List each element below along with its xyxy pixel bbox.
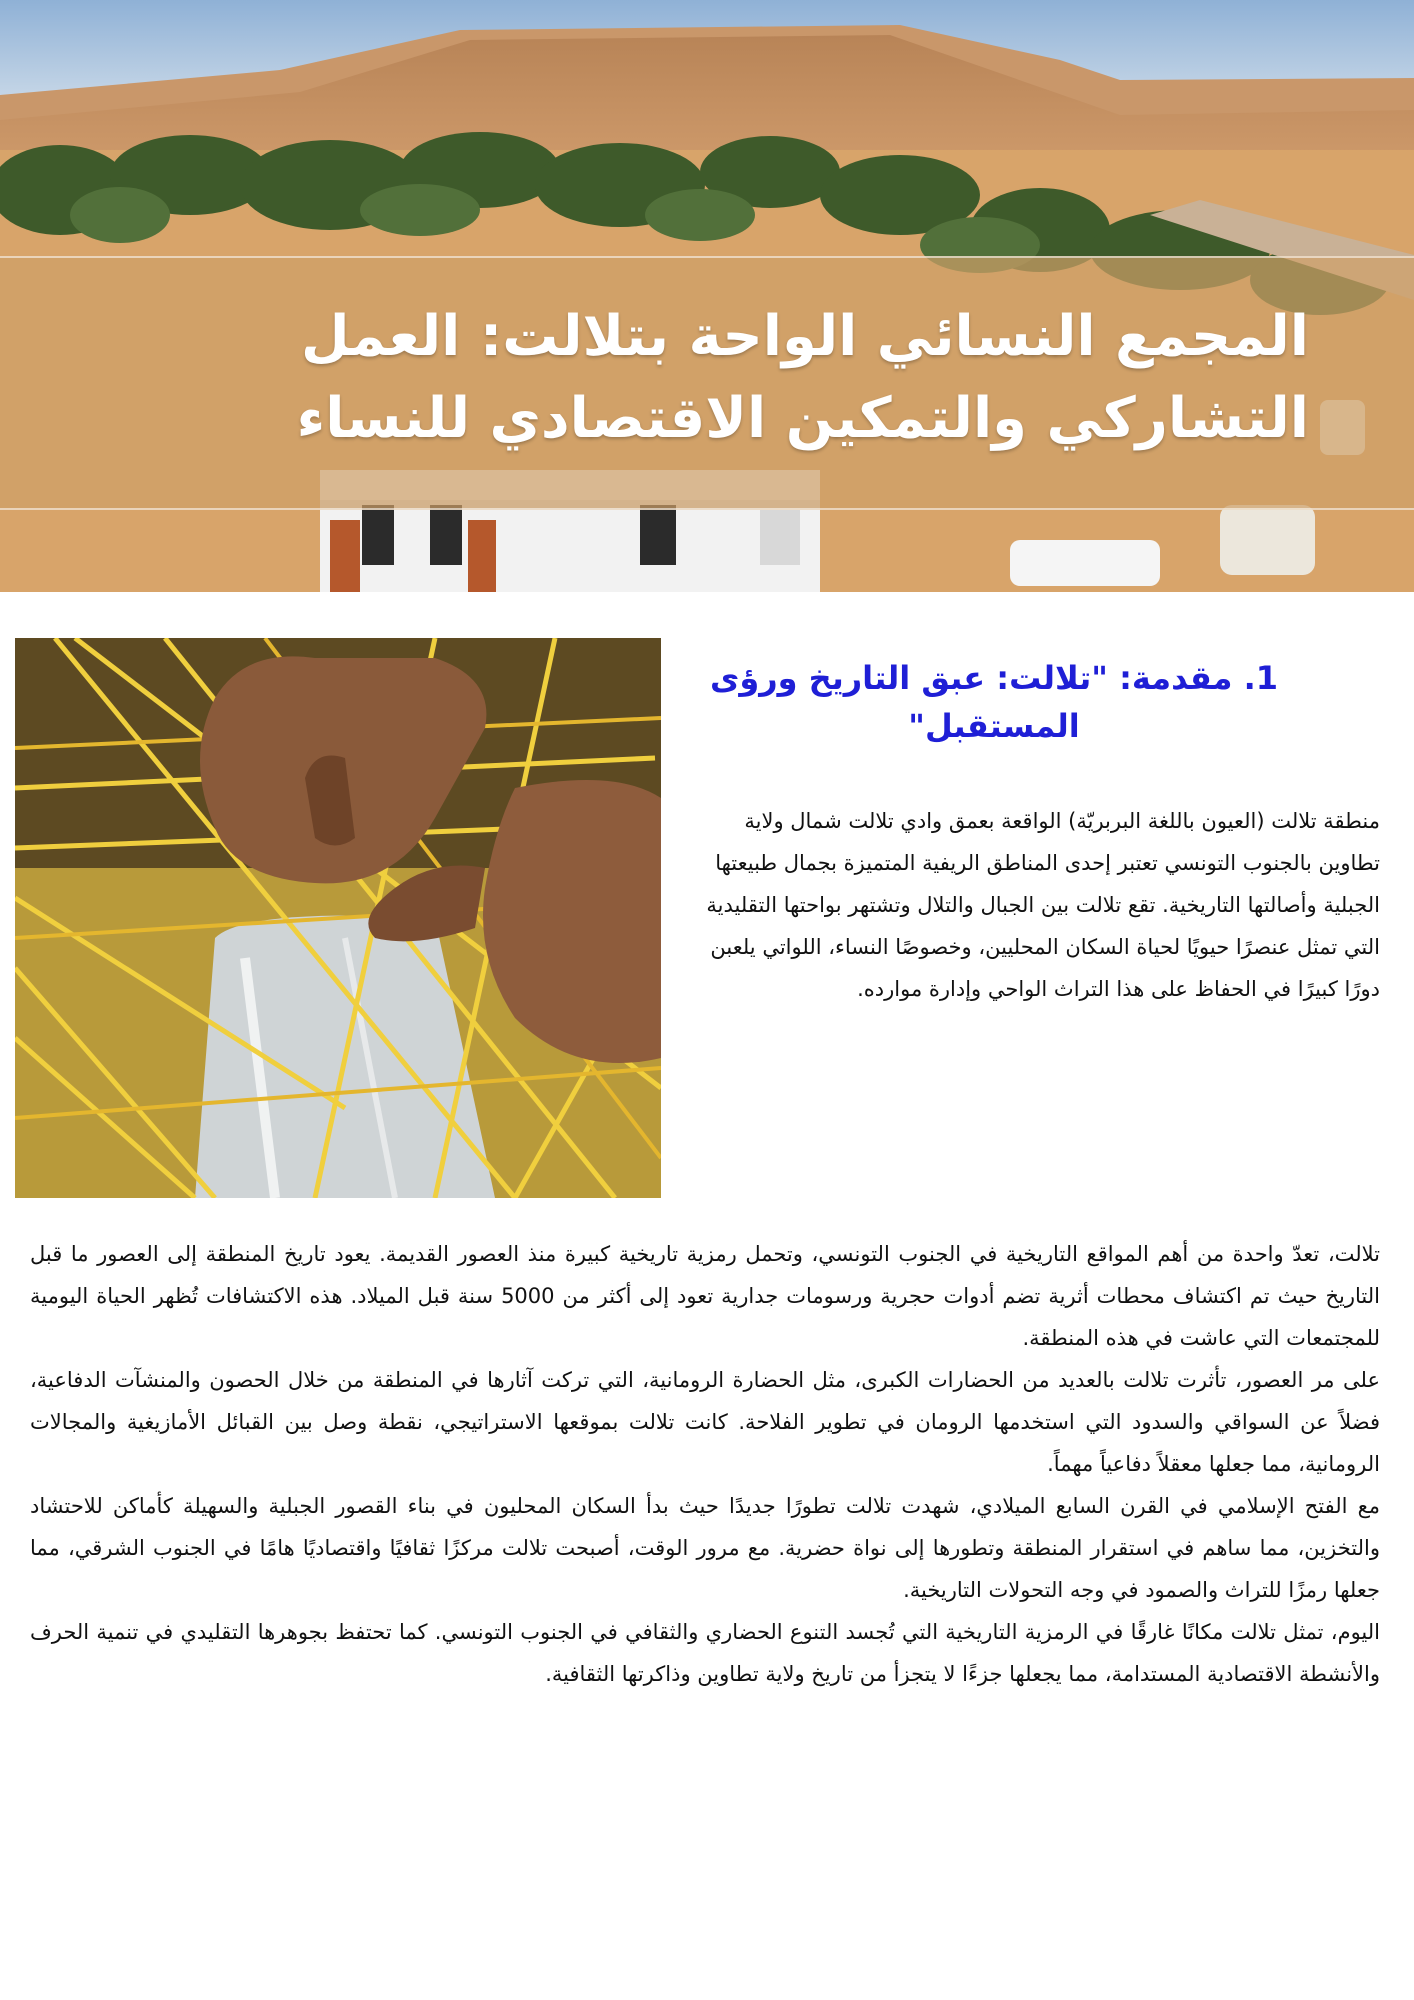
section-heading: 1. مقدمة: "تلالت: عبق التاريخ ورؤى المستقبل" (710, 659, 1278, 745)
body-paragraph-2: على مر العصور، تأثرت تلالت بالعديد من الحضارات الكبرى، مثل الحضارة الرومانية، التي تركت آثارها في المنطقة من خلال الحصون والمنشآت الدفاعية، فضلاً عن السواقي والسدود التي استخدمها الرومان في تطوير الفلاحة. كانت تلالت بموقعها الاستراتيجي، نقطة وصل بين القبائل الأمازيغية والمجالات الرومانية، مما جعلها معقلاً دفاعياً مهماً. (30, 1368, 1380, 1476)
body-paragraph-1: تلالت، تعدّ واحدة من أهم المواقع التاريخية في الجنوب التونسي، وتحمل رمزية تاريخية كبيرة منذ العصور القديمة. يعود تاريخ المنطقة إلى العصور ما قبل التاريخ حيث تم اكتشاف محطات أثرية تضم أدوات حجرية ورسومات جدارية تعود إلى أكثر من 5000 سنة قبل الميلاد. هذه الاكتشافات تُظهر الحياة اليومية للمجتمعات التي عاشت في هذه المنطقة. (30, 1242, 1380, 1350)
basket-weaving-illustration (15, 638, 661, 1198)
intro-paragraph: منطقة تلالت (العيون باللغة البربريّة) الواقعة بعمق وادي تلالت شمال ولاية تطاوين بالجنوب التونسي تعتبر إحدى المناطق الريفية المتميزة بجمال طبيعتها الجبلية وأصالتها التاريخية. تقع تلالت بين الجبال والتلال وتشتهر بواحتها التقليدية التي تمثل عنصرًا حيويًا لحياة السكان المحليين، وخصوصًا النساء، اللواتي يلعبن دورًا كبيرًا في الحفاظ على هذا التراث الواحي وإدارة موارده. (706, 809, 1380, 1001)
page-title-line-2: التشاركي والتمكين الاقتصادي للنساء (296, 386, 1309, 451)
body-paragraph-4: اليوم، تمثل تلالت مكانًا غارقًا في الرمزية التاريخية التي تُجسد التنوع الحضاري والثقافي في الجنوب التونسي. كما تحتفظ بجوهرها التقليدي في تنمية الحرف والأنشطة الاقتصادية المستدامة، مما يجعلها جزءًا لا يتجزأ من تاريخ ولاية تطاوين وذاكرتها الثقافية. (30, 1620, 1380, 1686)
page-title (109, 296, 1309, 460)
basket-weaving-photo (15, 638, 661, 1198)
page-title-line-1: المجمع النسائي الواحة بتلالت: العمل (301, 304, 1309, 369)
body-paragraph-3: مع الفتح الإسلامي في القرن السابع الميلادي، شهدت تلالت تطورًا جديدًا حيث بدأ السكان المحليون في بناء القصور الجبلية والسهيلة كأماكن للاحتشاد والتخزين، مما ساهم في استقرار المنطقة وتطورها إلى نواة حضرية. مع مرور الوقت، أصبحت تلالت مركزًا ثقافيًا واقتصاديًا هامًا في الجنوب الشرقي، مما جعلها رمزًا للتراث والصمود في وجه التحولات التاريخية. (30, 1494, 1380, 1602)
body-text (30, 1233, 1380, 1695)
